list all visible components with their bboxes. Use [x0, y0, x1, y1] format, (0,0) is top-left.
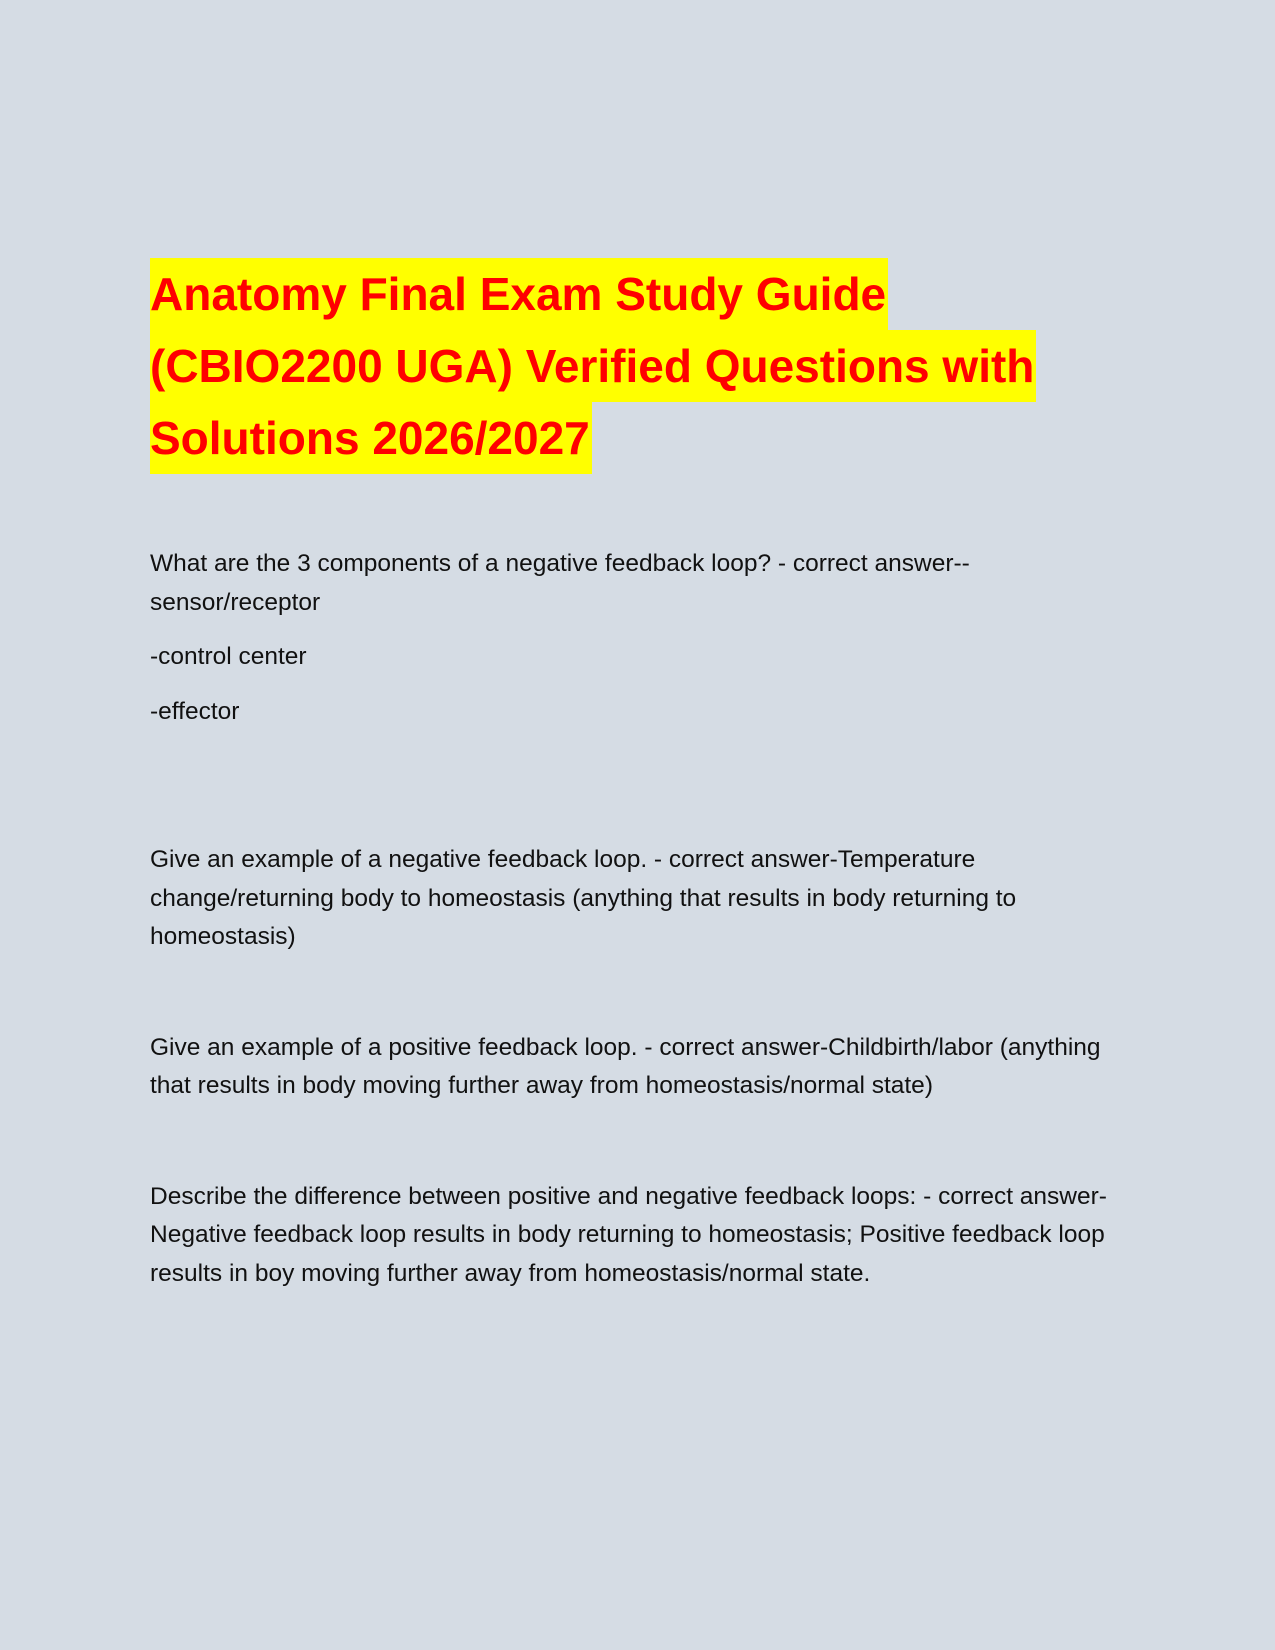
- qa-text: Describe the difference between positive and negative feedback loops: - correct answer-Negative feedback loop results in body returning to homeostasis; Positive feedback loop results in boy moving further away from homeostasis/normal state.: [150, 1182, 1107, 1287]
- qa-item: [150, 545, 1130, 731]
- qa-item: [150, 841, 1130, 957]
- qa-text: Give an example of a negative feedback loop. - correct answer-Temperature change/returning body to homeostasis (anything that results in body returning to homeostasis): [150, 846, 1017, 950]
- qa-list-item: -control center: [150, 643, 307, 670]
- qa-text: Give an example of a positive feedback loop. - correct answer-Childbirth/labor (anything that results in body moving further away from homeostasis/normal state): [150, 1033, 1101, 1099]
- qa-item: [150, 1029, 1130, 1106]
- title-line-2: (CBIO2200 UGA) Verified Questions with: [150, 330, 1036, 402]
- qa-text: What are the 3 components of a negative feedback loop? - correct answer--sensor/receptor: [150, 550, 970, 616]
- qa-item: [150, 1178, 1130, 1294]
- title-line-1: Anatomy Final Exam Study Guide: [150, 258, 888, 330]
- title-line-3: Solutions 2026/2027: [150, 402, 592, 474]
- qa-list-item: -effector: [150, 697, 240, 725]
- qa-content: [150, 545, 1130, 1293]
- document-title: [150, 258, 1140, 474]
